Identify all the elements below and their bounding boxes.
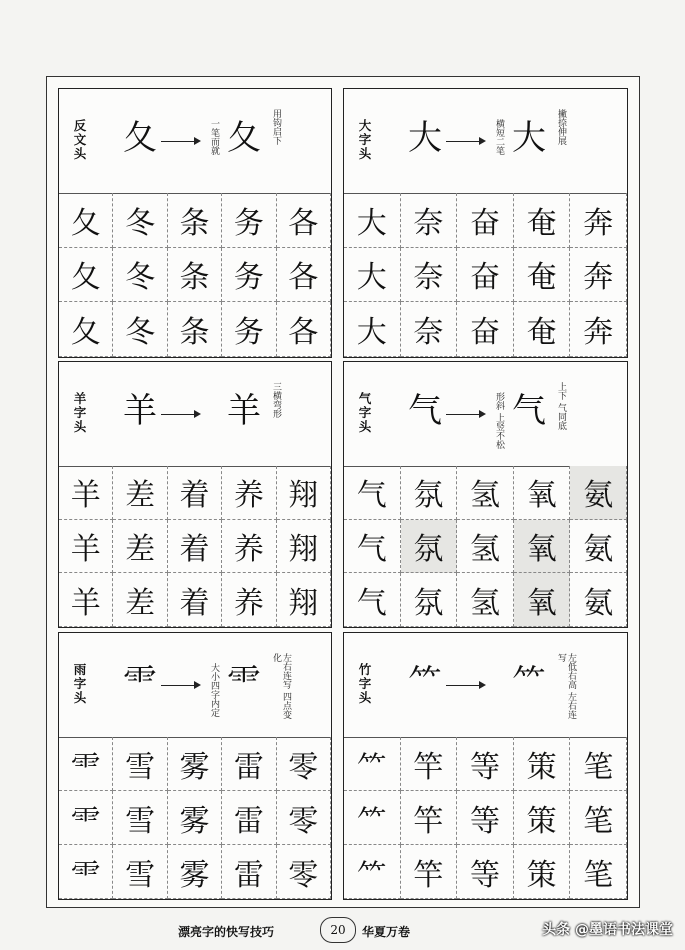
practice-cell: 气 — [344, 466, 401, 520]
practice-cell: 雪 — [113, 791, 167, 845]
practice-cell: 翔 — [277, 520, 331, 574]
publisher: 华夏万卷 — [362, 925, 411, 939]
practice-cell: 差 — [113, 573, 167, 627]
practice-cell: 竿 — [401, 737, 458, 791]
practice-cell: 着 — [168, 573, 222, 627]
practice-grid — [344, 193, 627, 357]
practice-cell: ⺮ — [344, 791, 401, 845]
panel-header — [344, 362, 627, 467]
practice-cell: 等 — [457, 791, 514, 845]
panel-5 — [58, 632, 332, 900]
practice-cell: 奋 — [457, 248, 514, 303]
panel-header — [59, 362, 331, 467]
practice-cell: 羊 — [59, 520, 113, 574]
arrow-icon — [161, 685, 199, 686]
practice-cell: ⻗ — [59, 737, 113, 791]
practice-cell: 笔 — [570, 791, 627, 845]
practice-cell: 雪 — [113, 737, 167, 791]
practice-cell: 等 — [457, 737, 514, 791]
panel-header — [344, 89, 627, 194]
stroke-note-2: 三横弯形 — [271, 382, 281, 418]
model-char: 大 — [408, 118, 442, 158]
practice-cell: 夂 — [59, 193, 113, 248]
practice-cell: 氧 — [514, 466, 571, 520]
practice-cell: 夂 — [59, 302, 113, 357]
model-char: 夂 — [123, 118, 157, 158]
practice-cell: 雪 — [113, 845, 167, 899]
radical-label: 大字头 — [358, 118, 372, 161]
book-title: 漂亮字的快写技巧 — [178, 925, 275, 939]
model-char: 羊 — [123, 391, 157, 431]
variant-char: 气 — [512, 391, 546, 431]
practice-cell: 笔 — [570, 737, 627, 791]
stroke-note: 大小四字内定 — [209, 663, 219, 717]
arrow-icon — [161, 141, 199, 142]
panel-4 — [343, 361, 628, 628]
practice-cell: 奈 — [401, 302, 458, 357]
practice-cell: 策 — [514, 845, 571, 899]
stroke-note-2: 撇捺伸展 — [556, 109, 566, 145]
practice-cell: 氨 — [570, 520, 627, 574]
variant-char: 大 — [512, 118, 546, 158]
practice-cell: 条 — [168, 248, 222, 303]
model-char: ⻗ — [123, 662, 157, 702]
panel-header — [59, 89, 331, 194]
practice-cell: 奔 — [570, 248, 627, 303]
practice-cell: 养 — [222, 573, 276, 627]
radical-label: 反文头 — [73, 118, 87, 161]
practice-cell: 氧 — [514, 520, 571, 574]
panel-6 — [343, 632, 628, 900]
practice-cell: ⻗ — [59, 791, 113, 845]
variant-char: ⻗ — [227, 662, 261, 702]
panel-3 — [58, 361, 332, 628]
variant-char: 羊 — [227, 391, 261, 431]
practice-cell: 大 — [344, 302, 401, 357]
practice-cell: 差 — [113, 520, 167, 574]
practice-cell: 气 — [344, 520, 401, 574]
practice-cell: 翔 — [277, 573, 331, 627]
practice-cell: 雾 — [168, 737, 222, 791]
practice-cell: 零 — [277, 737, 331, 791]
practice-grid — [344, 737, 627, 899]
practice-grid — [59, 193, 331, 357]
arrow-icon — [161, 414, 199, 415]
practice-cell: 氧 — [514, 573, 571, 627]
arrow-icon — [446, 414, 484, 415]
stroke-note-2: 用钩启下 — [271, 109, 281, 145]
practice-cell: 各 — [277, 302, 331, 357]
practice-cell: 冬 — [113, 302, 167, 357]
practice-cell: ⺮ — [344, 737, 401, 791]
practice-cell: 各 — [277, 248, 331, 303]
stroke-note-2: 左低右高 左右连写 — [556, 653, 576, 719]
practice-cell: 奄 — [514, 302, 571, 357]
practice-cell: 零 — [277, 791, 331, 845]
practice-cell: ⻗ — [59, 845, 113, 899]
radical-label: 羊字头 — [73, 391, 87, 434]
practice-cell: 策 — [514, 791, 571, 845]
stroke-note-2: 上下 气同底 — [556, 382, 566, 430]
radical-label: 气字头 — [358, 391, 372, 434]
stroke-note: 一笔而就 — [209, 119, 219, 155]
practice-cell: 务 — [222, 248, 276, 303]
practice-cell: 策 — [514, 737, 571, 791]
practice-cell: 奈 — [401, 248, 458, 303]
practice-cell: 竿 — [401, 791, 458, 845]
arrow-icon — [446, 141, 484, 142]
practice-grid — [59, 466, 331, 627]
practice-cell: 条 — [168, 302, 222, 357]
practice-cell: 各 — [277, 193, 331, 248]
practice-cell: 氨 — [570, 573, 627, 627]
practice-cell: 羊 — [59, 466, 113, 520]
practice-cell: 雷 — [222, 791, 276, 845]
variant-char: ⺮ — [512, 662, 546, 702]
practice-cell: 气 — [344, 573, 401, 627]
practice-cell: 氢 — [457, 520, 514, 574]
practice-cell: 条 — [168, 193, 222, 248]
variant-char: 夂 — [227, 118, 261, 158]
practice-cell: 冬 — [113, 193, 167, 248]
practice-cell: 奈 — [401, 193, 458, 248]
practice-cell: 零 — [277, 845, 331, 899]
radical-label: 竹字头 — [358, 662, 372, 705]
practice-cell: 羊 — [59, 573, 113, 627]
practice-cell: 氢 — [457, 573, 514, 627]
practice-cell: 雷 — [222, 737, 276, 791]
footer — [0, 915, 685, 945]
practice-cell: 翔 — [277, 466, 331, 520]
panel-2 — [343, 88, 628, 358]
page-number: 20 — [320, 917, 356, 943]
practice-cell: 氛 — [401, 573, 458, 627]
practice-cell: 奔 — [570, 302, 627, 357]
practice-cell: 雾 — [168, 845, 222, 899]
practice-cell: 雾 — [168, 791, 222, 845]
practice-cell: 雷 — [222, 845, 276, 899]
practice-cell: 务 — [222, 193, 276, 248]
practice-cell: 大 — [344, 248, 401, 303]
practice-cell: 笔 — [570, 845, 627, 899]
model-char: 气 — [408, 391, 442, 431]
practice-cell: 奋 — [457, 302, 514, 357]
practice-cell: 奄 — [514, 193, 571, 248]
practice-cell: 氛 — [401, 520, 458, 574]
arrow-icon — [446, 685, 484, 686]
practice-cell: 等 — [457, 845, 514, 899]
practice-cell: 奋 — [457, 193, 514, 248]
practice-cell: 养 — [222, 466, 276, 520]
practice-cell: 冬 — [113, 248, 167, 303]
practice-cell: ⺮ — [344, 845, 401, 899]
practice-cell: 大 — [344, 193, 401, 248]
practice-cell: 氨 — [570, 466, 627, 520]
practice-cell: 氛 — [401, 466, 458, 520]
practice-cell: 着 — [168, 520, 222, 574]
practice-cell: 差 — [113, 466, 167, 520]
practice-cell: 奄 — [514, 248, 571, 303]
stroke-note: 形斜 上竖不松 — [494, 392, 504, 449]
panel-1 — [58, 88, 332, 358]
stroke-note: 横短二笔 — [494, 119, 504, 155]
panel-header — [344, 633, 627, 738]
panel-header — [59, 633, 331, 738]
practice-cell: 养 — [222, 520, 276, 574]
model-char: ⺮ — [408, 662, 442, 702]
practice-grid — [344, 466, 627, 627]
practice-cell: 奔 — [570, 193, 627, 248]
practice-cell: 务 — [222, 302, 276, 357]
practice-cell: 着 — [168, 466, 222, 520]
radical-label: 雨字头 — [73, 662, 87, 705]
watermark: 头条 @墨语书法课堂 — [542, 922, 673, 938]
practice-grid — [59, 737, 331, 899]
stroke-note-2: 左右连写 四点变化 — [271, 653, 291, 719]
practice-cell: 氢 — [457, 466, 514, 520]
practice-cell: 夂 — [59, 248, 113, 303]
practice-cell: 竿 — [401, 845, 458, 899]
